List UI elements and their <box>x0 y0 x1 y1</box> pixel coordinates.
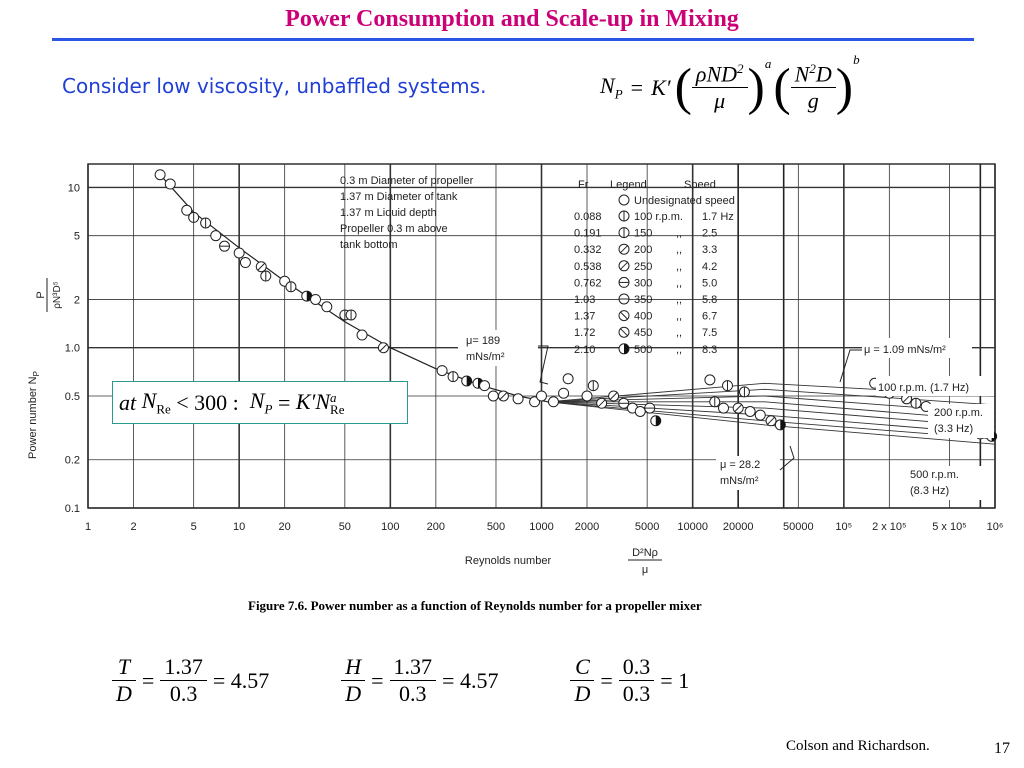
marker-circle <box>582 391 592 401</box>
intro-text: Consider low viscosity, unbaffled systems. <box>62 74 487 98</box>
data-point <box>597 398 607 408</box>
low-re-rhs: K′N a Re <box>295 389 345 417</box>
x-tick-label: 2000 <box>574 521 600 533</box>
low-re-nre: $N_{Re}$ <box>141 387 171 417</box>
formula-fraction-1: $\frac{\rho ND^2}{\mu}$ <box>692 61 748 114</box>
data-point <box>609 391 619 401</box>
data-point <box>548 397 558 407</box>
legend-header-speed: Speed <box>684 179 716 191</box>
y-axis-label-sub: P <box>32 371 41 377</box>
ratio-equations <box>112 654 689 707</box>
legend-undesignated: Undesignated speed <box>634 195 735 207</box>
legend-hz: 5.0 <box>702 277 718 290</box>
data-point <box>437 366 447 376</box>
source-credit: Colson and Richardson. <box>786 738 930 754</box>
data-point <box>513 394 523 404</box>
annotation-text: μ= 189 <box>466 335 501 347</box>
low-reynolds-formula-box <box>112 381 408 424</box>
page-number: 17 <box>994 740 1010 757</box>
axis-ticks <box>27 182 1003 576</box>
data-point <box>234 248 244 258</box>
annotation-text: (8.3 Hz) <box>910 485 950 497</box>
x-tick-label: 20 <box>278 521 291 533</box>
legend-fr: 0.332 <box>574 244 602 257</box>
marker-circle <box>755 410 765 420</box>
annotation-pointer <box>538 346 548 384</box>
marker-circle <box>745 406 755 416</box>
formula-paren-open: ( <box>674 59 692 116</box>
setup-note: 1.37 m Diameter of tank <box>340 191 458 203</box>
y-tick-label: 2 <box>73 294 80 307</box>
data-point <box>261 271 271 281</box>
marker-circle <box>357 330 367 340</box>
setup-note: 1.37 m Liquid depth <box>340 207 437 219</box>
x-tick-label: 2 x 10⁵ <box>872 521 907 533</box>
x-axis-label: Reynolds number <box>464 555 552 567</box>
x-tick-label: 1 <box>84 521 92 533</box>
y-tick-label: 10 <box>67 182 80 195</box>
legend-marker <box>619 277 629 287</box>
chart-annotations <box>458 330 994 500</box>
data-point <box>201 218 211 228</box>
data-point <box>189 212 199 222</box>
legend-marker <box>619 294 629 304</box>
legend-marker <box>619 344 629 354</box>
marker-circle <box>719 403 729 413</box>
formula-paren-close-2: ) <box>835 59 854 116</box>
setup-note: tank bottom <box>340 239 398 251</box>
marker-circle <box>619 195 629 205</box>
annotation-text: 100 r.p.m. (1.7 Hz) <box>878 382 970 394</box>
data-point <box>563 374 573 384</box>
data-point <box>755 410 765 420</box>
annotation-text: 500 r.p.m. <box>910 469 959 481</box>
chart-legend <box>340 175 735 356</box>
legend-rpm: 450 <box>634 327 653 340</box>
data-point <box>635 406 645 416</box>
legend-rpm: 400 <box>634 310 653 323</box>
annotation-text: mNs/m² <box>466 351 505 363</box>
legend-rpm: 200 <box>634 244 653 257</box>
x-tick-label: 200 <box>426 521 446 533</box>
legend-rpm: 250 <box>634 260 653 273</box>
x-tick-label: 5000 <box>634 521 660 533</box>
data-point <box>480 381 490 391</box>
data-point <box>311 294 321 304</box>
marker-fill <box>656 416 661 426</box>
legend-marker <box>619 244 629 254</box>
x-tick-label: 10000 <box>677 521 708 533</box>
marker-fill <box>624 344 629 354</box>
data-point <box>286 282 296 292</box>
legend-hz: 5.8 <box>702 294 718 306</box>
legend-fr: 2.10 <box>574 343 596 356</box>
legend-ditto: ,, <box>676 294 683 306</box>
y-tick-label: 0.2 <box>64 454 80 467</box>
title-divider <box>52 38 974 41</box>
legend-ditto: ,, <box>676 244 683 257</box>
data-point <box>766 416 776 426</box>
low-re-equals: = <box>277 389 291 415</box>
data-point <box>537 391 547 401</box>
y-tick-label: 1.0 <box>64 342 80 355</box>
legend-rpm: 100 r.p.m. <box>634 211 683 223</box>
x-tick-label: 5 <box>190 521 197 533</box>
marker-circle <box>559 388 569 398</box>
x-tick-label: 500 <box>486 521 506 533</box>
y-tick-label: 0.1 <box>64 503 80 515</box>
formula-paren-close: ) <box>747 59 765 116</box>
marker-circle <box>537 391 547 401</box>
data-point <box>645 403 655 413</box>
slide-title: Power Consumption and Scale-up in Mixing <box>285 6 739 32</box>
legend-hz: 2.5 <box>702 227 718 240</box>
x-tick-label: 20000 <box>722 521 754 533</box>
ratio-cd: $\frac{C}{D}$ = $\frac{0.3}{0.3}$ = 1 <box>570 654 689 707</box>
marker-circle <box>311 294 321 304</box>
marker-circle <box>322 302 332 312</box>
power-number-chart <box>0 150 1024 595</box>
power-number-formula <box>600 52 860 117</box>
low-re-at: at <box>119 389 137 415</box>
marker-fill <box>780 420 785 430</box>
formula-exponent-a: a <box>764 56 772 71</box>
marker-circle <box>437 366 447 376</box>
annotation-text: μ = 28.2 <box>720 459 761 471</box>
legend-hz: 6.7 <box>702 310 718 323</box>
data-point <box>582 391 592 401</box>
marker-circle <box>563 374 573 384</box>
data-point <box>488 391 498 401</box>
data-point <box>155 170 165 180</box>
y-axis-expr-num: P <box>35 291 47 299</box>
setup-note: Propeller 0.3 m above <box>340 223 448 235</box>
formula-lhs: $N_P$ <box>600 72 623 102</box>
x-tick-label: 1000 <box>529 521 554 533</box>
formula-paren-open-2: ( <box>773 59 791 116</box>
marker-circle <box>513 394 523 404</box>
x-tick-label: 5 x 10⁵ <box>932 521 967 533</box>
legend-hz: 7.5 <box>702 327 718 340</box>
legend-header-fr: Fr <box>578 179 589 191</box>
marker-fill <box>467 376 472 386</box>
legend-fr: 1.03 <box>574 294 596 306</box>
x-tick-label: 50 <box>338 521 351 533</box>
marker-circle <box>165 179 175 189</box>
x-axis-expr-den: μ <box>641 564 649 576</box>
legend-rpm: 500 <box>634 343 653 356</box>
data-point <box>775 420 785 430</box>
data-point <box>211 231 221 241</box>
data-point <box>710 397 720 407</box>
x-tick-label: 10 <box>233 521 246 533</box>
data-point <box>723 381 733 391</box>
data-point <box>911 398 921 408</box>
data-point <box>733 403 743 413</box>
annotation-text: 200 r.p.m. <box>934 407 983 419</box>
legend-ditto: ,, <box>676 277 683 290</box>
annotation-text: (3.3 Hz) <box>934 423 974 435</box>
data-point <box>357 330 367 340</box>
x-tick-label: 50000 <box>783 521 814 533</box>
x-tick-label: 100 <box>381 521 400 533</box>
annotation-text: mNs/m² <box>720 475 759 487</box>
marker-circle <box>240 258 250 268</box>
data-point <box>498 391 508 401</box>
legend-ditto: ,, <box>676 310 683 323</box>
x-tick-label: 10⁵ <box>835 521 853 533</box>
marker-circle <box>635 406 645 416</box>
formula-equals: = <box>630 74 644 100</box>
data-point <box>651 416 661 426</box>
data-point <box>346 310 356 320</box>
annotation-pointer <box>780 446 794 470</box>
chart-grid <box>88 164 995 508</box>
x-axis-expr-num: D²Nρ <box>632 547 658 559</box>
y-axis-expr-den: ρN³D⁵ <box>52 281 63 309</box>
low-re-np: $N_P$ <box>249 387 273 417</box>
formula-coefficient: K′ <box>651 74 671 100</box>
data-point <box>739 387 749 397</box>
figure-caption: Figure 7.6. Power number as a function of Reynolds number for a propeller mixer <box>248 598 702 613</box>
marker-circle <box>488 391 498 401</box>
legend-marker <box>619 228 629 238</box>
data-point <box>719 403 729 413</box>
ratio-hd: $\frac{H}{D}$ = $\frac{1.37}{0.3}$ = 4.57 <box>341 654 498 707</box>
legend-hz: 1.7 Hz <box>702 211 734 223</box>
legend-marker <box>619 261 629 271</box>
annotation-text: μ = 1.09 mNs/m² <box>864 344 946 356</box>
legend-ditto: ,, <box>676 227 683 240</box>
data-point <box>322 302 332 312</box>
legend-rpm: 300 <box>634 277 653 290</box>
legend-fr: 1.37 <box>574 310 596 323</box>
data-point <box>240 258 250 268</box>
legend-marker <box>619 195 629 205</box>
formula-fraction-2: $\frac{N^2D}{g}$ <box>791 61 836 114</box>
legend-header-legend: Legend <box>610 179 647 191</box>
y-tick-label: 0.5 <box>64 390 80 403</box>
low-re-condition: < 300 : <box>176 389 239 415</box>
data-point <box>559 388 569 398</box>
ratio-td: $\frac{T}{D}$ = $\frac{1.37}{0.3}$ = 4.57 <box>112 654 269 707</box>
data-point <box>705 375 715 385</box>
legend-rpm: 150 <box>634 227 653 240</box>
y-tick-label: 5 <box>73 230 80 243</box>
legend-fr: 0.762 <box>574 277 602 290</box>
marker-circle <box>705 375 715 385</box>
data-point <box>220 241 230 251</box>
legend-fr: 0.191 <box>574 227 602 240</box>
legend-ditto: ,, <box>676 327 683 340</box>
x-tick-label: 2 <box>130 521 137 533</box>
setup-note: 0.3 m Diameter of propeller <box>340 175 474 187</box>
x-tick-label: 10⁶ <box>986 521 1004 533</box>
legend-fr: 0.538 <box>574 260 602 273</box>
data-point <box>256 262 266 272</box>
data-point <box>378 343 388 353</box>
marker-circle <box>211 231 221 241</box>
y-axis-label: Power number $N_P$ <box>27 371 41 459</box>
data-point <box>165 179 175 189</box>
marker-circle <box>548 397 558 407</box>
legend-fr: 0.088 <box>574 211 602 223</box>
legend-marker <box>619 211 629 221</box>
data-point <box>588 381 598 391</box>
data-point <box>448 372 458 382</box>
marker-circle <box>155 170 165 180</box>
data-point <box>462 376 472 386</box>
formula-exponent-b: b <box>853 52 860 67</box>
legend-rpm: 350 <box>634 294 653 306</box>
data-point <box>745 406 755 416</box>
legend-hz: 3.3 <box>702 244 718 257</box>
legend-hz: 4.2 <box>702 260 718 273</box>
legend-ditto: ,, <box>676 343 683 356</box>
legend-marker <box>619 327 629 337</box>
legend-ditto: ,, <box>676 260 683 273</box>
legend-fr: 1.72 <box>574 327 596 340</box>
legend-marker <box>619 311 629 321</box>
marker-circle <box>480 381 490 391</box>
legend-hz: 8.3 <box>702 343 718 356</box>
marker-circle <box>234 248 244 258</box>
